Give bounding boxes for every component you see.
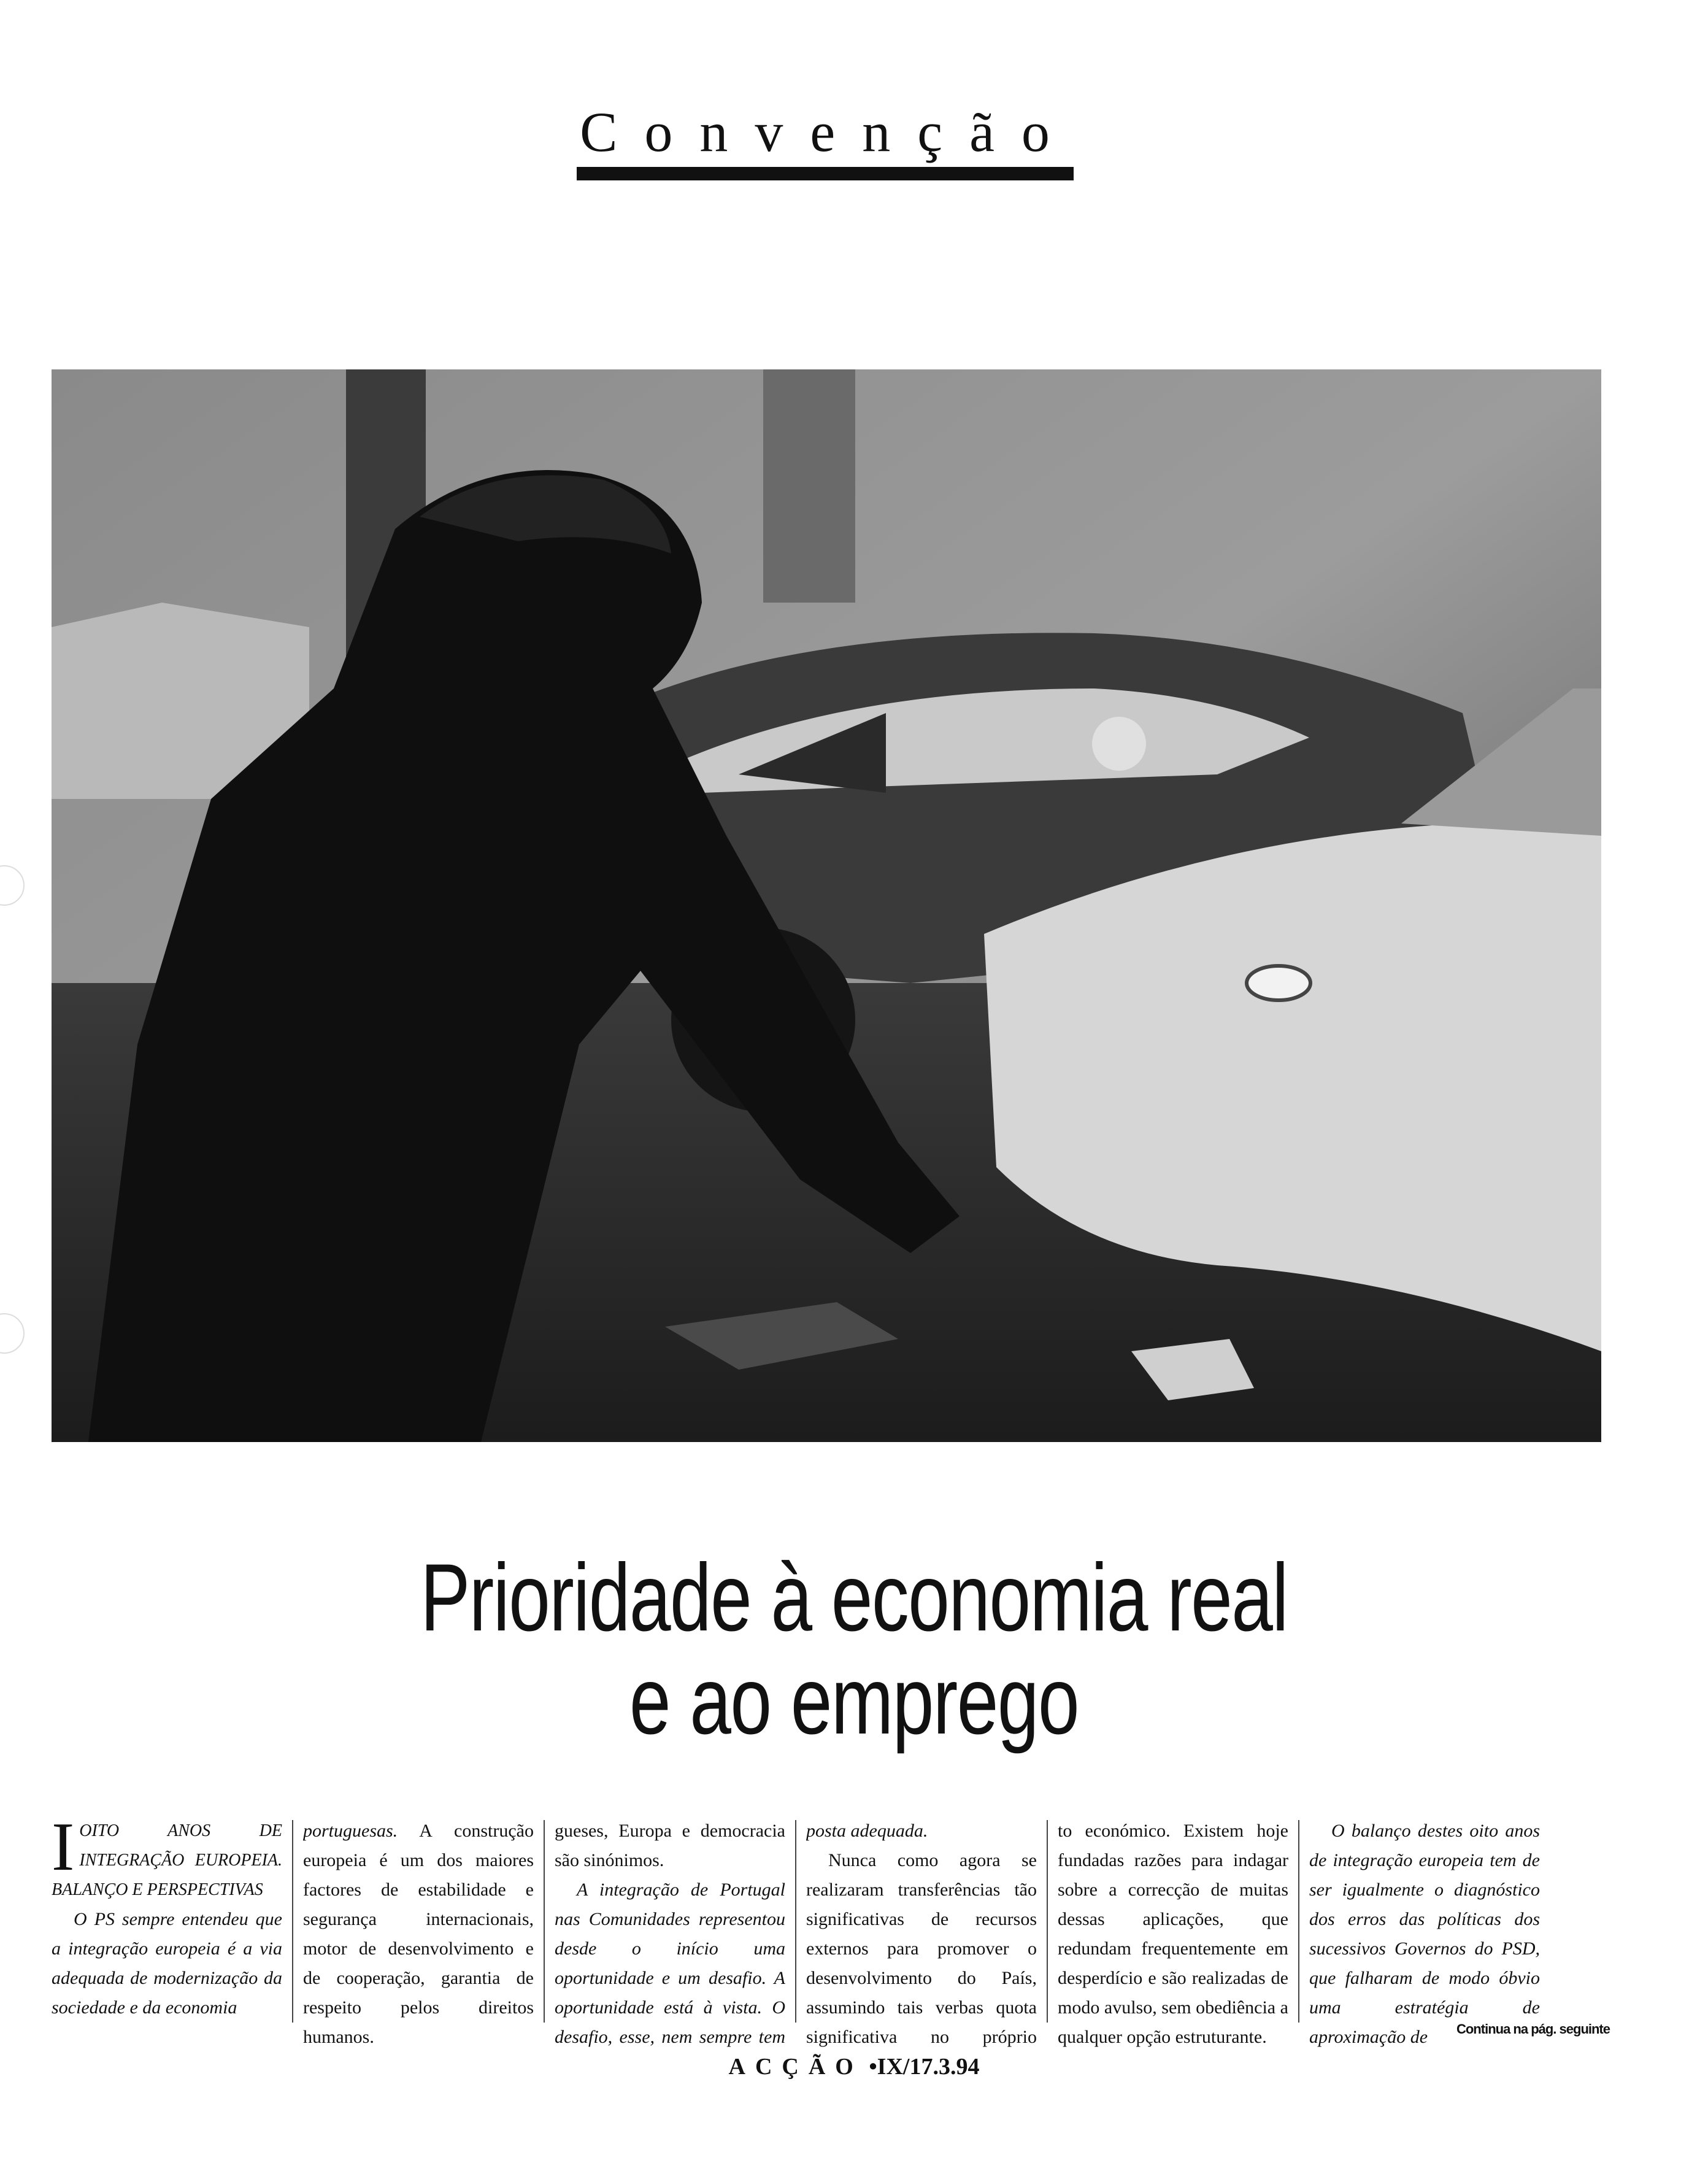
headline-line-1: Prioridade à economia real: [420, 1545, 1288, 1651]
column-rule: [795, 1820, 796, 2023]
column-6-italic: O balanço destes oito anos de integração europeia tem de ser igualmente o diagnóstico dos erros das políticas dos sucessivos Governos do PSD, que falharam de modo óbvio uma estratégia de aproximação de: [1309, 1821, 1540, 2047]
article-photo: [52, 369, 1601, 1442]
column-2-text: A construção europeia é um dos maiores factores de estabilidade e segurança internacionais, motor de desenvolvimento e de cooperação, garantia de respeito pelos direitos humanos.: [303, 1821, 534, 2047]
footer-brand: ACÇÃO: [728, 2054, 863, 2080]
kicker: OITO ANOS DE INTEGRAÇÃO EUROPEIA. BALANÇO E PERSPECTIVAS: [52, 1821, 282, 1899]
headline: [188, 1546, 1520, 1753]
column-3-text: gueses, Europa e democracia são sinónimos.: [555, 1821, 785, 1870]
punch-hole-upper: [0, 865, 25, 906]
column-4-text: Nunca como agora se realizaram transferências tão significativas de recursos externos para promover o desenvolvimento do País, assumindo tais verbas quota significativa no próprio: [806, 1850, 1037, 2047]
column-1-text: O PS sempre entendeu que a integração europeia é a via adequada de modernização da sociedade e da economia: [52, 1909, 282, 2018]
column-3-italic: A integração de Portugal nas Comunidades representou desde o início uma oportunidade e um desafio. A oportunidade está à vista. O desafio, esse, nem sempre tem: [555, 1880, 785, 2047]
column-5-text: to económico. Existem hoje fundadas razões para indagar sobre a correcção de muitas dessas aplicações, que redundam frequentemente em desperdício e são realizadas de modo avulso, sem obediência a qualquer opção estruturante.: [1058, 1821, 1288, 2047]
punch-hole-lower: [0, 1313, 25, 1354]
headline-line-2: e ao emprego: [629, 1648, 1079, 1754]
photo-workshop-car-icon: [52, 369, 1601, 1442]
article-column-1: [52, 1816, 282, 2050]
column-rule: [544, 1820, 545, 2023]
article-column-4: [806, 1816, 1037, 2050]
page-footer: [0, 2053, 1708, 2080]
continued-note: Continua na pág. seguinte: [1456, 2021, 1610, 2037]
article-column-2: [303, 1816, 534, 2050]
column-4-italic: posta adequada.: [806, 1821, 928, 1841]
dropcap: I: [52, 1816, 75, 1885]
article-column-3: [555, 1816, 785, 2050]
footer-issue: •IX/17.3.94: [869, 2054, 980, 2080]
column-rule: [292, 1820, 293, 2023]
article-body: [52, 1816, 1610, 2050]
section-title: Convenção: [580, 101, 1077, 163]
section-rule: [577, 167, 1074, 180]
column-2-italic: portuguesas.: [303, 1821, 398, 1841]
column-rule: [1298, 1820, 1299, 2023]
column-rule: [1047, 1820, 1048, 2023]
article-column-6: [1309, 1816, 1540, 2050]
article-column-5: [1058, 1816, 1288, 2050]
